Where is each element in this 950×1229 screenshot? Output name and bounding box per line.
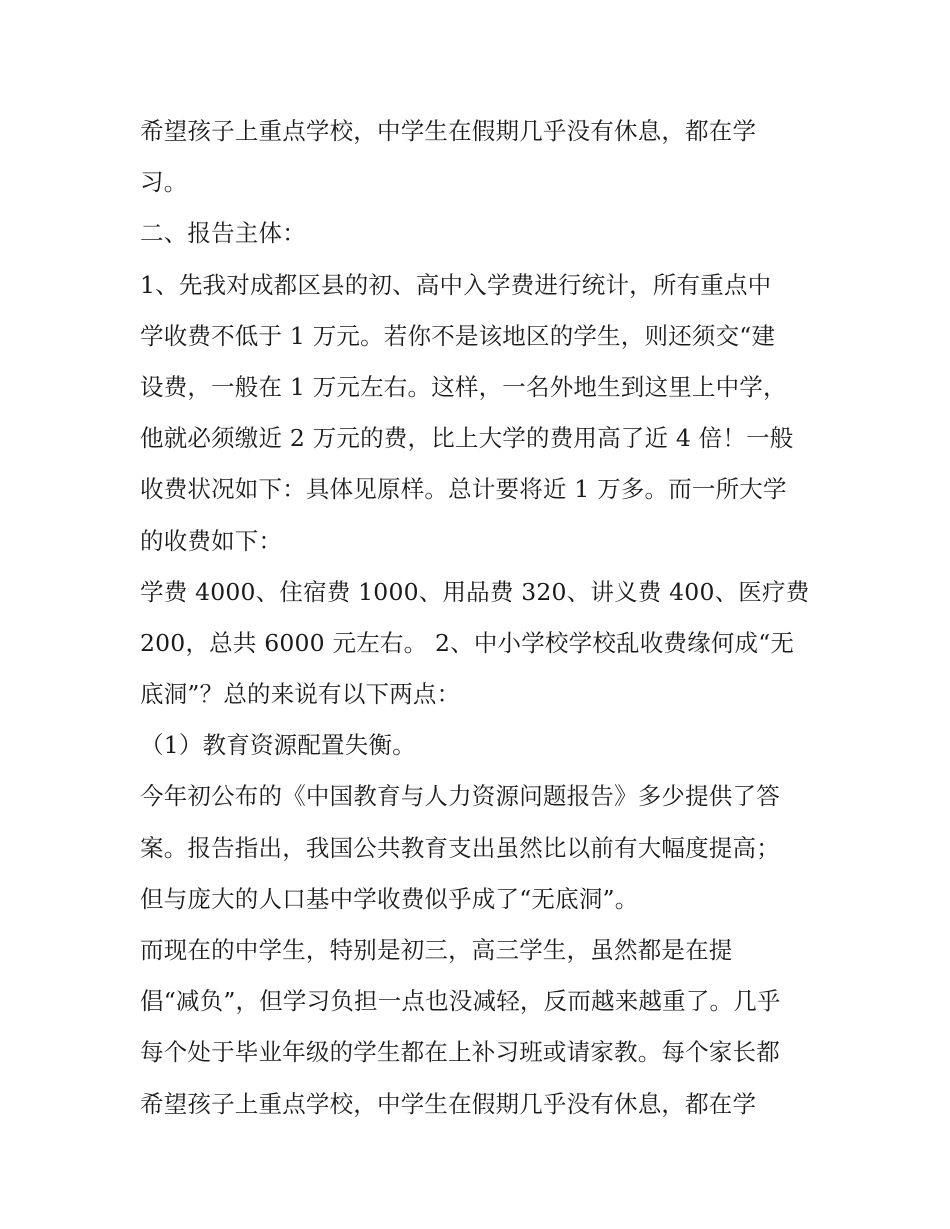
text-line-16: 但与庞大的人口基中学收费似乎成了“无底洞”。 <box>140 884 639 913</box>
text-line-10: 学费 4000、住宿费 1000、用品费 320、讲义费 400、医疗费 <box>140 577 810 606</box>
text-line-5: 学收费不低于 1 万元。若你不是该地区的学生，则还须交“建 <box>140 321 776 350</box>
text-line-8: 收费状况如下：具体见原样。总计要将近 1 万多。而一所大学 <box>140 475 787 504</box>
text-line-9: 的收费如下： <box>140 526 283 555</box>
text-line-19: 每个处于毕业年级的学生都在上补习班或请家教。每个家长都 <box>140 1038 780 1067</box>
text-line-6: 设费，一般在 1 万元左右。这样，一名外地生到这里上中学， <box>140 372 787 401</box>
text-line-4: 1、先我对成都区县的初、高中入学费进行统计，所有重点中 <box>140 270 772 299</box>
text-line-7: 他就必须缴近 2 万元的费，比上大学的费用高了近 4 倍！一般 <box>140 424 794 453</box>
text-line-1: 希望孩子上重点学校，中学生在假期几乎没有休息，都在学 <box>140 117 757 145</box>
section-heading: 二、报告主体： <box>140 219 306 248</box>
document-body <box>140 106 830 1130</box>
text-line-17: 而现在的中学生，特别是初三，高三学生，虽然都是在提 <box>140 936 733 964</box>
text-line-2: 习。 <box>140 168 188 197</box>
text-line-11: 200，总共 6000 元左右。 2、中小学校学校乱收费缘何成“无 <box>140 628 795 657</box>
text-line-14: 今年初公布的《中国教育与人力资源问题报告》多少提供了答 <box>140 782 780 811</box>
text-line-18: 倡“减负”，但学习负担一点也没减轻，反而越来越重了。几乎 <box>140 987 781 1016</box>
subsection-heading: （1）教育资源配置失衡。 <box>140 731 416 760</box>
text-line-15: 案。报告指出，我国公共教育支出虽然比以前有大幅度提高； <box>140 833 780 862</box>
text-line-20: 希望孩子上重点学校，中学生在假期几乎没有休息，都在学 <box>140 1089 757 1118</box>
text-line-12: 底洞”？总的来说有以下两点： <box>140 680 461 709</box>
